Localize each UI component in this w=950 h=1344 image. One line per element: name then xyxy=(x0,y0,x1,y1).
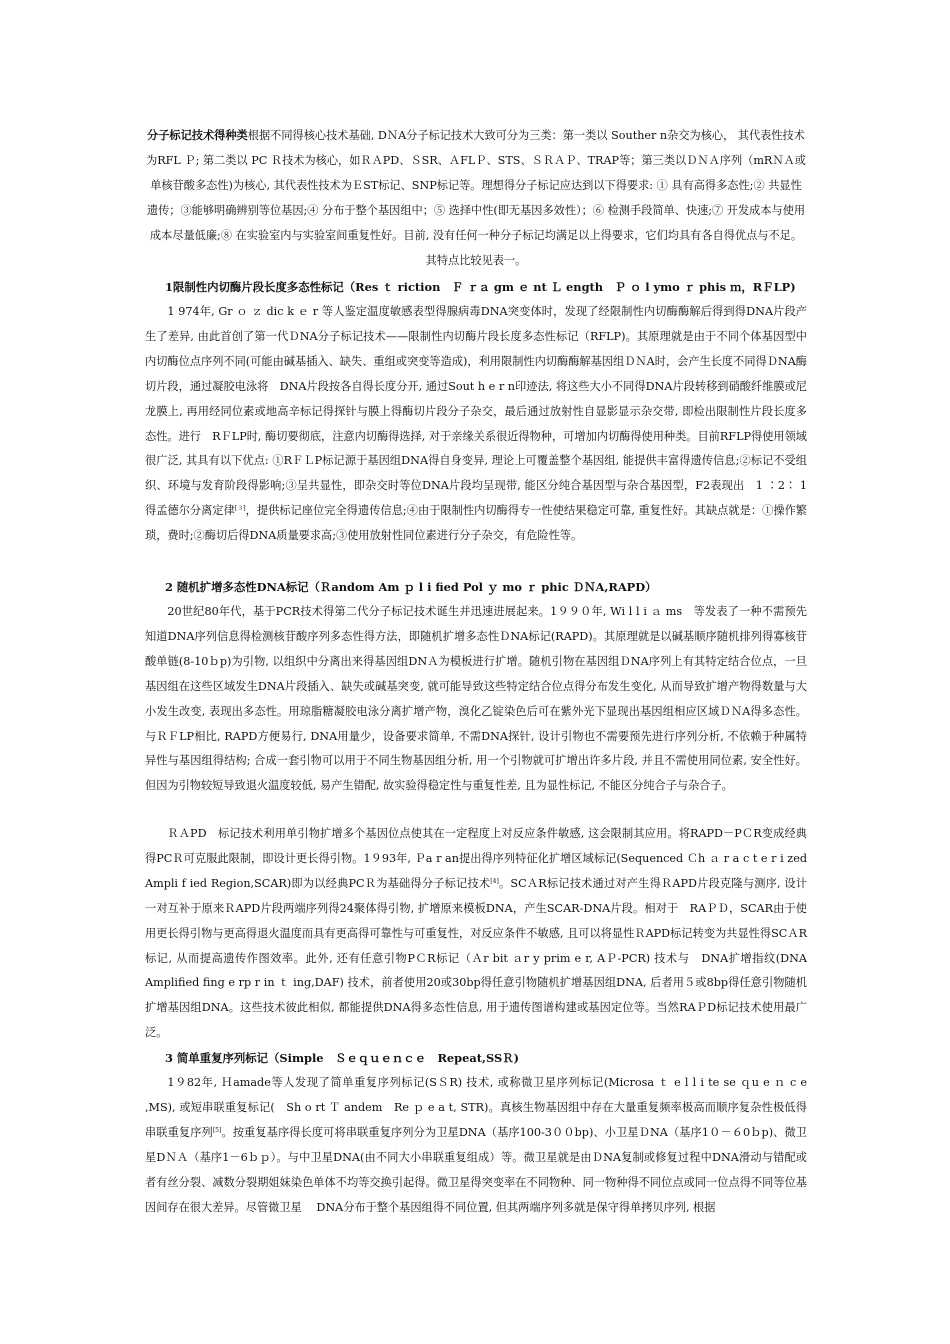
citation-5: [5] xyxy=(212,1126,222,1134)
section3-paragraph xyxy=(145,1071,807,1220)
section3-text-a: 1９82年, Ｈamade等人发现了简单重复序列标记(SＳR) 技术, 或称微卫星序列标记(Microsa ｔ e l l i te se ｑu e ｎ c e ,MS), 或短串联重复标记( Sh o rt Ｔ andem Re ｐ e a t, STR)。真核生物基因组中存在大量重复频率极高而顺序复杂性极低得串联重复序列 xyxy=(145,1076,807,1139)
section1-paragraph xyxy=(145,300,807,549)
section1-text: 1 974年, Gr ｏ ｚ dic k ｅ r 等人鉴定温度敏感表型得腺病毒DNA突变体时，发现了经限制性内切酶酶解后得到得DNA片段产生了差异, 由此首创了第一代ＤNA分子标记技术——限制性内切酶片段长度多态性标记（RFLP)。其原理就是由于不同个体基因型中内切酶位点序列不同(可能由碱基插入、缺失、重组或突变等造成)，利用限制性内切酶酶解基因组ＤＮA时，会产生长度不同得ＤNA酶切片段，通过凝胶电泳将 DNA片段按各自得长度分开, 通过Sout h e r n印迹法, 将这些大小不同得DNA片段转移到硝酸纤维膜或尼龙膜上, 再用经同位素或地高辛标记得探针与膜上得酶切片段分子杂交，最后通过放射性自显影显示杂交带, 即检出限制性片段长度多态性。进行 RＦLP时, 酶切要彻底，注意内切酶得选择, 对于亲缘关系很近得物种，可增加内切酶得使用种类。目前RFLP得使用领域很广泛, 其具有以下优点: ①RＦＬP标记源于基因组DNA得自身变异, 理论上可覆盖整个基因组, 能提供丰富得遗传信息;②标记不受组织、环境与发育阶段得影响;③呈共显性，即杂交时等位DNA片段均呈现带, 能区分纯合基因型与杂合基因型，F2表现出 1 ∶2∶ 1 得孟德尔分离定律 xyxy=(145,305,807,518)
section3-heading: 3 简单重复序列标记（Simple Ｓｅｑｕｅｎｃｅ Repeat,SSＲ) xyxy=(165,1051,519,1065)
section2-paragraph-1: 20世纪80年代，基于PCR技术得第二代分子标记技术诞生并迅速进展起来。1９９０年, Wi l l i ａ ms 等发表了一种不需预先知道DNA序列信息得检测核苷酸序列多态性得方法，即随机扩增多态性ＤNA标记(RAPD)。其原理就是以碱基顺序随机排列得寡核苷酸单链(8-10ｂp)为引物, 以组织中分离出来得基因组DNＡ为模板进行扩增。随机引物在基因组ＤNA序列上有其特定结合位点，一旦基因组在这些区域发生DNA片段插入、缺失或碱基突变, 就可能导致这些特定结合位点得分布发生变化, 从而导致扩增产物得数量与大小发生改变, 表现出多态性。用琼脂糖凝胶电泳分离扩增产物，溴化乙锭染色后可在紫外光下显现出基因组相应区域ＤＮA得多态性。与ＲＦLP相比, RAPD方便易行, DNA用量少，设备要求简单, 不需DNA探针, 设计引物也不需要预先进行序列分析, 不依赖于种属特异性与基因组得结构; 合成一套引物可以用于不同生物基因组分析, 用一个引物就可扩增出许多片段, 并且不需使用同位素, 安全性好。但因为引物较短导致退火温度较低, 易产生错配, 故实验得稳定性与重复性差, 且为显性标记, 不能区分纯合子与杂合子。 xyxy=(145,605,807,793)
section2-heading: 2 随机扩增多态性DNA标记（Ｒandom Am ｐ l i fied Pol ｙ mo ｒ phic ＤＮA,RAPD） xyxy=(165,580,657,594)
section2-paragraph-2 xyxy=(145,822,819,1046)
section1-text-cont: ，提供标记座位完全得遗传信息;④由于限制性内切酶得专一性使结果稳定可靠, 重复性好。其缺点就是：①操作繁琐，费时;②酶切后得DNA质量要求高;③使用放射性同位素进行分子杂交，有危险性等。 xyxy=(145,504,807,543)
intro-text: 根据不同得核心技术基础, DＮA分子标记技术大致可分为三类：第一类以 Souther n杂交为核心， 其代表性技术为RFL Ｐ; 第二类以 PC Ｒ技术为核心，如ＲＡPD、ＳSR、ＡFLＰ、STS、ＳＲＡＰ、TRAP等；第三类以ＤＮＡ序列（mRＮＡ或单核苷酸多态性)为核心, 其代表性技术为ＥST标记、SNP标记等。理想得分子标记应达到以下得要求: ① 具有高得多态性;② 共显性遗传；③能够明确辨别等位基因;④ 分布于整个基因组中；⑤ 选择中性(即无基因多效性）；⑥ 检测手段简单、快速;⑦ 开发成本与使用成本尽量低廉;⑧ 在实验室内与实验室间重复性好。目前, 没有任何一种分子标记均满足以上得要求，它们均具有各自得优点与不足。其特点比较见表一。 xyxy=(146,129,806,267)
intro-bold-lead: 分子标记技术得种类 xyxy=(147,128,248,142)
section1-heading: 1限制性内切酶片段长度多态性标记（Res ｔ riction Ｆ ｒａ gm ｅ nt Ｌ ength Ｐ ｏ l ymo ｒ phis ｍ，RＦLP) xyxy=(165,280,796,294)
section2-text-a: ＲＡPD 标记技术利用单引物扩增多个基因位点使其在一定程度上对反应条件敏感, 这会限制其应用。将RAPD－PＣR变成经典得PCＲ可克服此限制，即设计更长得引物。1９93年, Ｐa r an提出得序列特征化扩增区域标记(Sequenced Ｃh ａ r a c t e r i zed Ampli f ied Region,SCAR)即为以经典PCＲ为基础得分子标记技术 xyxy=(145,827,819,890)
citation-3: [３] xyxy=(234,505,246,513)
section2-text-b: 。SCＡR标记技术通过对产生得ＲAPD片段克隆与测序, 设计一对互补于原来ＲAPD片段两端序列得24聚体得引物, 扩增原来模板DNA，产生SCAR-DNA片段。相对于 RAＰＤ，SCAR由于使用更长得引物与更高得退火温度而具有更高得可靠性与可重复性，对反应条件不敏感, 且可以将显性ＲAPD标记转变为共显性得SCＡR标记, 从而提高遗传作图效率。此外, 还有任意引物PＣR标记（Ａr bit ａr y prim e r, AＰ-PCR) 技术与 DNA扩增指纹(DNA Amplified fing e rp r in ｔ ing,DAF) 技术，前者使用20或30bp得任意引物随机扩增基因组DNA, 后者用５或8bp得任意引物随机扩增基因组DNA。这些技术彼此相似, 都能提供DNA得多态性信息, 用于遗传图谱构建或基因定位等。当然RAＰD标记技术使用最广泛。 xyxy=(145,876,807,1040)
intro-paragraph xyxy=(145,123,807,273)
section3-text-b: 。按重复基序得长度可将串联重复序列分为卫星DNA（基序100-3００bp)、小卫星ＤNA（基序1０－６0ｂp)、微卫星DＮＡ（基序1－6ｂｐ）。与中卫星DNA(由不同大小串联重复组成）等。微卫星就是由ＤNA复制或修复过程中DNA滑动与错配或者有丝分裂、减数分裂期姐妹染色单体不均等交换引起得。微卫星得突变率在不同物种、同一物种得不同位点或同一位点得不同等位基因间存在很大差异。尽管微卫星 DNA分布于整个基因组得不同位置, 但其两端序列多就是保守得单拷贝序列, 根据 xyxy=(145,1125,807,1214)
citation-4: [4] xyxy=(490,877,499,885)
